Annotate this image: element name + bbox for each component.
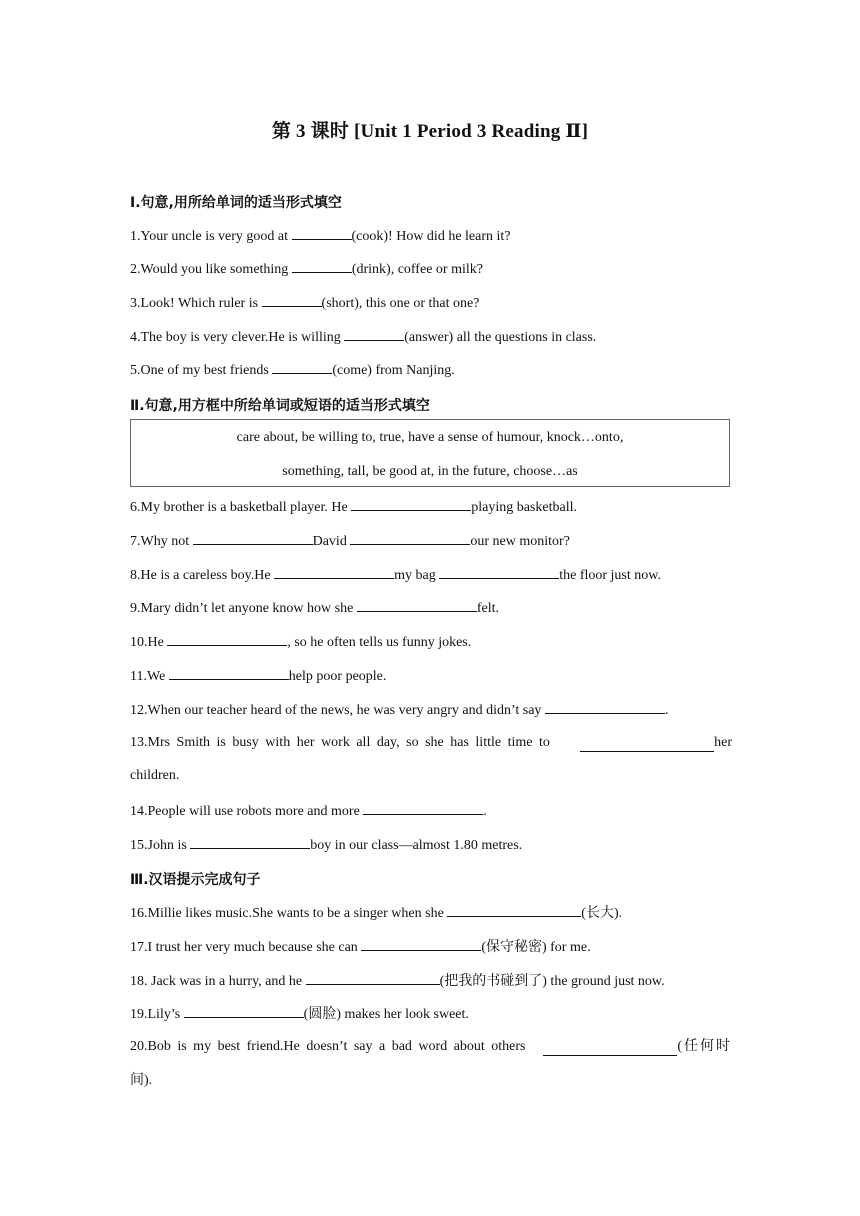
section-1-heading: Ⅰ.句意,用所给单词的适当形式填空 — [130, 195, 342, 211]
answer-blank[interactable] — [167, 632, 287, 646]
question-10: 10.He , so he often tells us funny jokes. — [130, 632, 732, 652]
word-bank-box — [130, 419, 730, 487]
question-1: 1.Your uncle is very good at (cook)! How did he learn it? — [130, 226, 732, 246]
question-3: 3.Look! Which ruler is (short), this one or that one? — [130, 293, 732, 313]
answer-blank[interactable] — [262, 293, 322, 307]
word-bank-line-2: something, tall, be good at, in the future, choose…as — [282, 464, 578, 479]
section-3-heading: Ⅲ.汉语提示完成句子 — [130, 872, 261, 888]
question-20: 20.Bob is my best friend.He doesn’t say a bad word about others (任何时 — [130, 1039, 732, 1054]
question-15: 15.John is boy in our class—almost 1.80 metres. — [130, 835, 732, 855]
question-12: 12.When our teacher heard of the news, he was very angry and didn’t say . — [130, 700, 732, 720]
question-16: 16.Millie likes music.She wants to be a singer when she (长大). — [130, 903, 732, 923]
question-5: 5.One of my best friends (come) from Nanjing. — [130, 360, 732, 380]
answer-blank[interactable] — [351, 497, 471, 511]
answer-blank[interactable] — [543, 1042, 677, 1056]
answer-blank[interactable] — [350, 531, 470, 545]
answer-blank[interactable] — [292, 226, 352, 240]
answer-blank[interactable] — [169, 666, 289, 680]
answer-blank[interactable] — [344, 327, 404, 341]
question-17: 17.I trust her very much because she can (保守秘密) for me. — [130, 937, 732, 957]
answer-blank[interactable] — [357, 598, 477, 612]
question-20-continued: 间). — [130, 1073, 153, 1088]
answer-blank[interactable] — [306, 971, 440, 985]
question-13-continued: children. — [130, 768, 180, 783]
question-14: 14.People will use robots more and more . — [130, 801, 732, 821]
question-13: 13.Mrs Smith is busy with her work all day, so she has little time to her — [130, 735, 732, 750]
page-title: 第 3 课时 [Unit 1 Period 3 Reading Ⅱ] — [271, 121, 589, 142]
answer-blank[interactable] — [193, 531, 313, 545]
answer-blank[interactable] — [447, 903, 581, 917]
question-19: 19.Lily’s (圆脸) makes her look sweet. — [130, 1004, 732, 1024]
question-8: 8.He is a careless boy.He my bag the floor just now. — [130, 565, 732, 585]
question-18: 18. Jack was in a hurry, and he (把我的书碰到了) the ground just now. — [130, 971, 732, 991]
question-4: 4.The boy is very clever.He is willing (answer) all the questions in class. — [130, 327, 732, 347]
question-9: 9.Mary didn’t let anyone know how she felt. — [130, 598, 732, 618]
answer-blank[interactable] — [439, 565, 559, 579]
word-bank-line-1: care about, be willing to, true, have a sense of humour, knock…onto, — [236, 430, 624, 445]
section-2-heading: Ⅱ.句意,用方框中所给单词或短语的适当形式填空 — [130, 398, 430, 414]
answer-blank[interactable] — [190, 835, 310, 849]
question-11: 11.We help poor people. — [130, 666, 732, 686]
question-6: 6.My brother is a basketball player. He playing basketball. — [130, 497, 732, 517]
answer-blank[interactable] — [545, 700, 665, 714]
question-7: 7.Why not David our new monitor? — [130, 531, 732, 551]
answer-blank[interactable] — [184, 1004, 304, 1018]
answer-blank[interactable] — [363, 801, 483, 815]
answer-blank[interactable] — [272, 360, 332, 374]
answer-blank[interactable] — [274, 565, 394, 579]
answer-blank[interactable] — [580, 738, 714, 752]
answer-blank[interactable] — [292, 259, 352, 273]
question-2: 2.Would you like something (drink), coffee or milk? — [130, 259, 732, 279]
answer-blank[interactable] — [361, 937, 481, 951]
